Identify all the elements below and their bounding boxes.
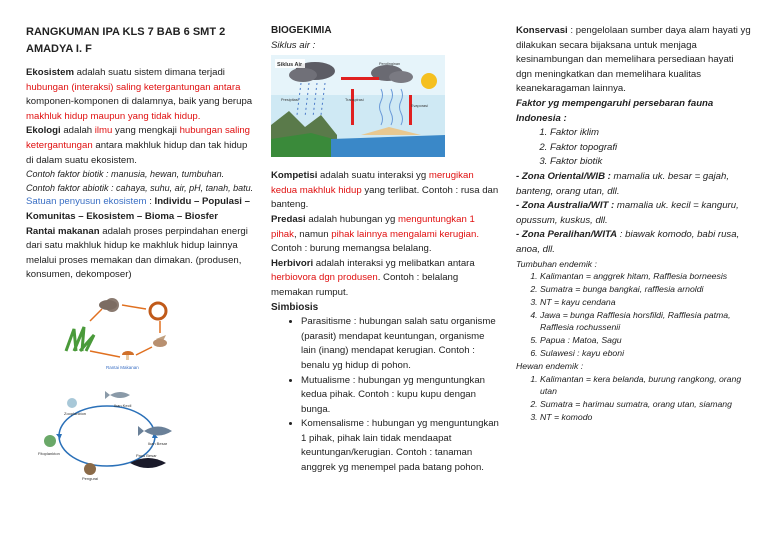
zooplankton-icon <box>67 398 77 408</box>
svg-text:Ikan Besar: Ikan Besar <box>148 440 168 446</box>
satuan-paragraph: Satuan penyusun ekosistem : Individu – Populasi – Komunitas – Ekosistem – Bioma – Biosfer <box>26 196 250 222</box>
svg-text:Presipitasi: Presipitasi <box>281 98 299 103</box>
column-1 <box>26 24 254 481</box>
list-item: 5. Papua : Matoa, Sagu <box>540 334 752 347</box>
small-fish-icon <box>105 391 130 399</box>
food-chain-caption: Rantai Makanan <box>106 364 139 370</box>
predasi-paragraph: Predasi adalah hubungan yg menguntungkan 1 pihak, namun pihak lainnya mengalami kerugian. Contoh : burung memangsa belalang. <box>271 213 480 255</box>
sun-icon <box>421 73 437 89</box>
list-item: 3. NT = kayu cendana <box>540 296 752 309</box>
faktor-heading: Faktor yg mempengaruhi persebaran fauna Indonesia : <box>516 97 714 124</box>
doc-title: RANGKUMAN IPA KLS 7 BAB 6 SMT 2 <box>26 26 226 38</box>
list-item: 3. Faktor biotik <box>550 155 752 170</box>
zona-peralihan: - Zona Peralihan/WITA : biawak komodo, babi rusa, anoa, dll. <box>516 229 740 255</box>
list-item: 6. Sulawesi : kayu eboni <box>540 347 752 360</box>
hewan-list <box>516 373 752 424</box>
column-3 <box>516 24 752 424</box>
konservasi-paragraph: Konservasi : pengelolaan sumber daya alam hayati yg dilakukan secara bijaksana untuk menjaga kesinambungan dan memelihara persediaan hayati dgn meningkatkan dan memelihara kualitas keanekaragaman lainnya. <box>516 25 751 95</box>
list-item: 3. NT = komodo <box>540 411 752 424</box>
list-item: 2. Sumatra = bunga bangkai, rafflesia arnoldi <box>540 283 752 296</box>
ekosistem-paragraph: Ekosistem adalah suatu sistem dimana terjadi hubungan (interaksi) saling ketergantungan antara komponen-komponen di dalamnya, baik yang berupa makhluk hidup maupun yang tidak hidup. <box>26 67 253 122</box>
contoh-abiotik: Contoh faktor abiotik : cahaya, suhu, air, pH, tanah, batu. <box>26 182 254 193</box>
mushroom-icon <box>122 351 134 355</box>
simbiosis-list <box>271 315 501 476</box>
simbiosis-heading: Simbiosis <box>271 301 319 313</box>
svg-text:Pendinginan: Pendinginan <box>379 62 401 67</box>
author-name: AMADYA I. F <box>26 43 92 55</box>
list-item: • Parasitisme : hubungan salah satu organisme (parasit) mendapat keuntungan, organisme lain (inang) mendapat kerugian. Contoh : benalu yg hidup di pohon. <box>301 315 501 373</box>
snake-icon <box>150 303 166 319</box>
siklus-air-label: Siklus air : <box>271 39 316 51</box>
herbivori-paragraph: Herbivori adalah interaksi yg melibatkan antara herbiovora dgn produsen. Contoh : belalang memakan rumput. <box>271 257 475 298</box>
list-item: 1. Kalimantan = kera belanda, burung rangkong, orang utan <box>540 373 752 399</box>
svg-text:Transpirasi: Transpirasi <box>345 98 364 103</box>
list-item: • Mutualisme : hubungan yg menguntungkan kedua pihak. Contoh : kupu kupu dengan bunga. <box>301 374 501 418</box>
list-item: 1. Faktor iklim <box>550 126 752 141</box>
water-cycle-title: Siklus Air <box>277 62 303 69</box>
faktor-list <box>516 126 752 170</box>
contoh-biotik: Contoh faktor biotik : manusia, hewan, tumbuhan. <box>26 169 225 180</box>
svg-text:Pengurai: Pengurai <box>82 475 99 481</box>
tumbuhan-heading: Tumbuhan endemik : <box>516 258 597 269</box>
big-fish-icon <box>138 426 172 436</box>
list-item: 2. Sumatra = harimau sumatra, orang utan, siamang <box>540 398 752 411</box>
marine-food-web-figure <box>32 381 182 481</box>
list-item: 2. Faktor topografi <box>550 141 752 156</box>
svg-text:Ikan Kecil: Ikan Kecil <box>114 402 132 408</box>
list-item: • Komensalisme : hubungan yg menguntungkan 1 pihak, pihak lain tidak mendaapat keuntungan/kerugian. Contoh : tanaman anggrek yg menempel pada batang pohon. <box>301 417 501 475</box>
arrow-icon <box>90 309 102 321</box>
svg-text:Zooplankton: Zooplankton <box>64 410 87 416</box>
svg-text:Fitoplankton: Fitoplankton <box>38 450 60 456</box>
kompetisi-paragraph: Kompetisi adalah suatu interaksi yg merugikan kedua makhluk hidup yang terlibat. Contoh : rusa dan banteng. <box>271 170 499 211</box>
plant-icon <box>66 327 94 351</box>
svg-text:Evaporasi: Evaporasi <box>411 104 428 109</box>
column-2 <box>271 24 501 476</box>
water-cycle-figure <box>271 55 445 157</box>
phytoplankton-icon <box>44 435 56 447</box>
list-item: 1. Kalimantan = anggrek hitam, Rafflesia borneesis <box>540 270 752 283</box>
ekologi-paragraph: Ekologi adalah ilmu yang mengkaji hubungan saling ketergantungan antara makhluk hidup dan tak hidup di dalam suatu ekosistem. <box>26 125 251 166</box>
list-item: 4. Jawa = bunga Rafflesia horsfildi, Rafflesia patma, Rafflesia rochussenii <box>540 309 752 335</box>
svg-text:Paus Besar: Paus Besar <box>136 452 157 458</box>
rantai-paragraph: Rantai makanan adalah proses perpindahan energi dari satu makhluk hidup ke makhluk hidup lainnya melalui proses memakan dan dimakan. (produsen, konsumen, dekomposer) <box>26 225 248 281</box>
food-chain-figure <box>60 291 180 371</box>
zona-oriental: - Zona Oriental/WIB : mamalia uk. besar = gajah, banteng, orang utan, dll. <box>516 170 729 197</box>
zona-australia: - Zona Australia/WIT : mamalia uk. kecil = kanguru, opussum, kuskus, dll. <box>516 200 739 226</box>
biogekimia-heading: BIOGEKIMIA <box>271 25 332 36</box>
decomposer-icon <box>84 463 96 475</box>
hewan-heading: Hewan endemik : <box>516 360 584 371</box>
tumbuhan-list <box>516 270 752 360</box>
